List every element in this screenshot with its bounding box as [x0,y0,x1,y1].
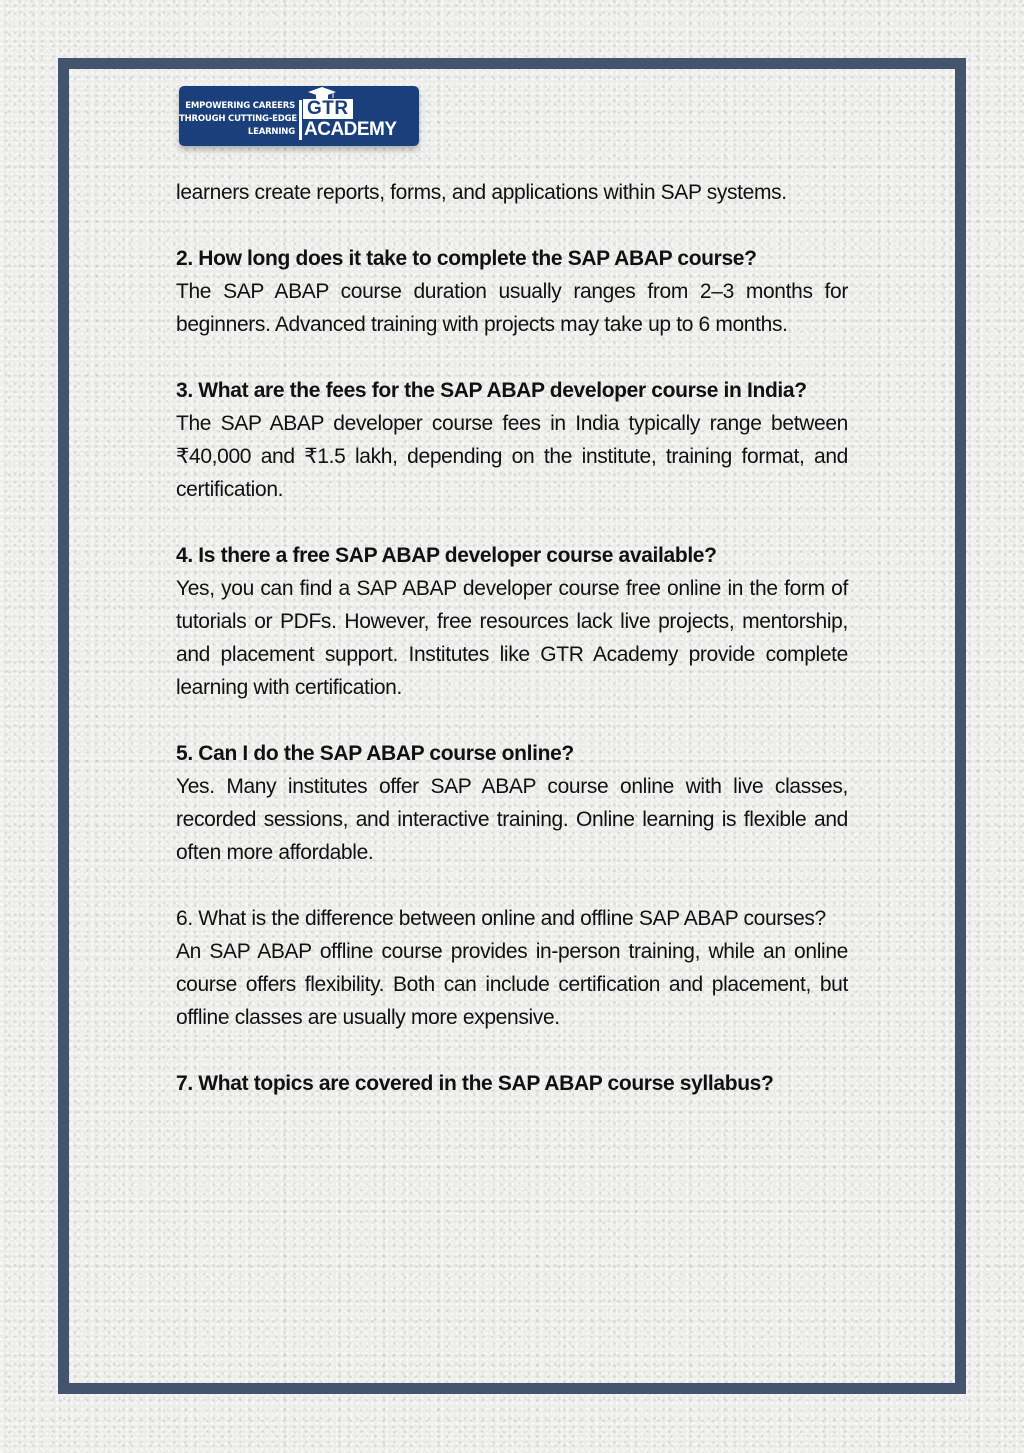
logo-tagline [179,100,299,139]
faq-item [176,737,848,869]
logo-divider [299,100,302,140]
faq-question: 5. Can I do the SAP ABAP course online? [176,742,574,765]
faq-item [176,902,848,1034]
logo-tagline-line: EMPOWERING CAREERS [185,100,295,111]
faq-item [176,374,848,506]
faq-question: 7. What topics are covered in the SAP ABAP course syllabus? [176,1072,774,1095]
faq-answer: Yes, you can find a SAP ABAP developer course free online in the form of tutorials or PDFs. However, free resources lack live projects, mentorship, and placement support. Institutes like GTR Academy provide complete learning with certification. [176,577,848,699]
faq-question: 3. What are the fees for the SAP ABAP developer course in India? [176,379,807,402]
faq-answer: The SAP ABAP course duration usually ranges from 2–3 months for beginners. Advanced training with projects may take up to 6 months. [176,280,848,336]
faq-answer: An SAP ABAP offline course provides in-person training, while an online course offers flexibility. Both can include certification and placement, but offline classes are usually more expensive. [176,940,848,1029]
logo-academy-text: ACADEMY [304,119,397,140]
document-body [176,176,848,1100]
faq-question: 4. Is there a free SAP ABAP developer course available? [176,544,717,567]
faq-item [176,539,848,704]
logo-tagline-line: THROUGH CUTTING-EDGE [179,113,297,124]
gtr-academy-logo [179,86,419,146]
intro-continuation: learners create reports, forms, and applications within SAP systems. [176,181,787,204]
logo-brand [299,86,419,146]
faq-question: 2. How long does it take to complete the SAP ABAP course? [176,247,757,270]
faq-item [176,242,848,341]
faq-question: 6. What is the difference between online and offline SAP ABAP courses? [176,907,826,930]
faq-item [176,1067,848,1100]
faq-answer: The SAP ABAP developer course fees in India typically range between ₹40,000 and ₹1.5 lakh, depending on the institute, training format, and certification. [176,412,848,501]
faq-answer: Yes. Many institutes offer SAP ABAP course online with live classes, recorded sessions, and interactive training. Online learning is flexible and often more affordable. [176,775,848,864]
logo-tagline-line: LEARNING [247,126,295,137]
logo-gtr-text: GTR [303,99,353,119]
